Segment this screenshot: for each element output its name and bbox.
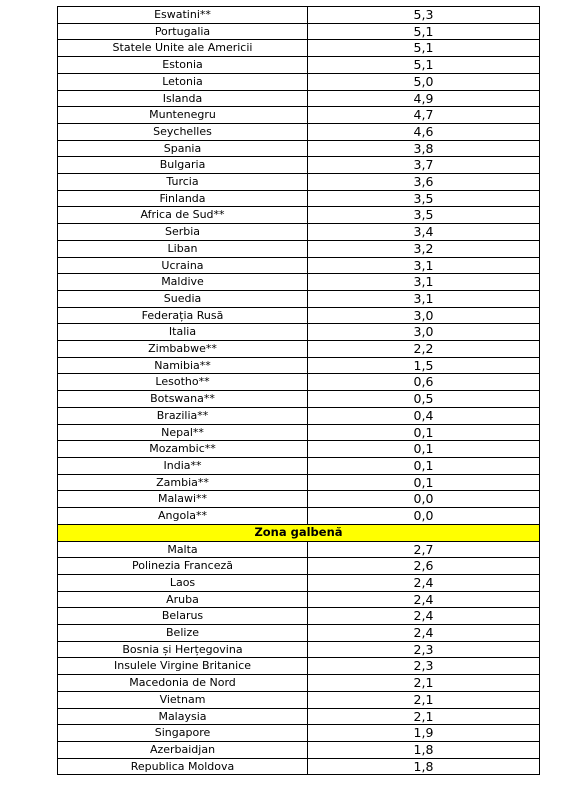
table-row	[58, 174, 540, 191]
value-cell: 3,6	[308, 174, 540, 191]
table-row	[58, 625, 540, 642]
table-row	[58, 290, 540, 307]
country-cell: Finlanda	[58, 190, 308, 207]
table-row	[58, 140, 540, 157]
country-cell: Brazilia**	[58, 407, 308, 424]
value-cell: 3,1	[308, 290, 540, 307]
table-row	[58, 641, 540, 658]
value-cell: 3,5	[308, 207, 540, 224]
value-cell: 4,7	[308, 107, 540, 124]
table-row	[58, 725, 540, 742]
table-row	[58, 207, 540, 224]
value-cell: 0,1	[308, 474, 540, 491]
table-row	[58, 424, 540, 441]
country-cell: Letonia	[58, 73, 308, 90]
table-row	[58, 474, 540, 491]
table-row	[58, 558, 540, 575]
value-cell: 2,7	[308, 541, 540, 558]
table-row	[58, 574, 540, 591]
country-cell: Zambia**	[58, 474, 308, 491]
value-cell: 3,7	[308, 157, 540, 174]
country-cell: Republica Moldova	[58, 758, 308, 775]
value-cell: 2,3	[308, 641, 540, 658]
red-zone-rows	[58, 7, 540, 525]
country-cell: Spania	[58, 140, 308, 157]
country-cell: Insulele Virgine Britanice	[58, 658, 308, 675]
value-cell: 0,0	[308, 508, 540, 525]
country-cell: Estonia	[58, 57, 308, 74]
country-cell: Azerbaidjan	[58, 741, 308, 758]
table-row	[58, 708, 540, 725]
country-cell: Malawi**	[58, 491, 308, 508]
zone-header-row	[58, 524, 540, 541]
country-cell: Malaysia	[58, 708, 308, 725]
country-cell: India**	[58, 457, 308, 474]
table-row	[58, 7, 540, 24]
table-row	[58, 257, 540, 274]
value-cell: 4,9	[308, 90, 540, 107]
value-cell: 1,9	[308, 725, 540, 742]
table-row	[58, 341, 540, 358]
country-cell: Liban	[58, 240, 308, 257]
country-cell: Zimbabwe**	[58, 341, 308, 358]
table-row	[58, 324, 540, 341]
country-cell: Macedonia de Nord	[58, 675, 308, 692]
table-row	[58, 23, 540, 40]
value-cell: 2,4	[308, 574, 540, 591]
table-row	[58, 691, 540, 708]
table-row	[58, 508, 540, 525]
value-cell: 5,1	[308, 23, 540, 40]
table-row	[58, 307, 540, 324]
country-cell: Laos	[58, 574, 308, 591]
country-cell: Seychelles	[58, 123, 308, 140]
country-cell: Lesotho**	[58, 374, 308, 391]
value-cell: 2,4	[308, 608, 540, 625]
country-cell: Serbia	[58, 224, 308, 241]
country-cell: Singapore	[58, 725, 308, 742]
table-row	[58, 123, 540, 140]
table-row	[58, 190, 540, 207]
value-cell: 2,4	[308, 591, 540, 608]
table-row	[58, 274, 540, 291]
country-cell: Bulgaria	[58, 157, 308, 174]
country-cell: Belarus	[58, 608, 308, 625]
value-cell: 1,8	[308, 741, 540, 758]
value-cell: 3,1	[308, 274, 540, 291]
table-row	[58, 675, 540, 692]
country-cell: Namibia**	[58, 357, 308, 374]
country-cell: Muntenegru	[58, 107, 308, 124]
table-row	[58, 157, 540, 174]
country-cell: Angola**	[58, 508, 308, 525]
value-cell: 3,0	[308, 307, 540, 324]
country-cell: Islanda	[58, 90, 308, 107]
table-row	[58, 224, 540, 241]
country-cell: Bosnia și Herțegovina	[58, 641, 308, 658]
country-cell: Aruba	[58, 591, 308, 608]
value-cell: 0,1	[308, 424, 540, 441]
value-cell: 5,3	[308, 7, 540, 24]
value-cell: 1,8	[308, 758, 540, 775]
country-cell: Africa de Sud**	[58, 207, 308, 224]
table-row	[58, 457, 540, 474]
value-cell: 5,1	[308, 57, 540, 74]
table-row	[58, 357, 540, 374]
table-row	[58, 40, 540, 57]
value-cell: 2,6	[308, 558, 540, 575]
country-cell: Eswatini**	[58, 7, 308, 24]
value-cell: 5,0	[308, 73, 540, 90]
zone-header-label: Zona galbenă	[58, 524, 540, 541]
table-row	[58, 541, 540, 558]
value-cell: 0,5	[308, 391, 540, 408]
table-row	[58, 491, 540, 508]
table-row	[58, 441, 540, 458]
country-cell: Italia	[58, 324, 308, 341]
country-cell: Vietnam	[58, 691, 308, 708]
value-cell: 2,1	[308, 691, 540, 708]
value-cell: 0,0	[308, 491, 540, 508]
table-row	[58, 658, 540, 675]
table-row	[58, 73, 540, 90]
country-cell: Ucraina	[58, 257, 308, 274]
value-cell: 3,0	[308, 324, 540, 341]
value-cell: 0,6	[308, 374, 540, 391]
country-cell: Portugalia	[58, 23, 308, 40]
value-cell: 4,6	[308, 123, 540, 140]
country-cell: Nepal**	[58, 424, 308, 441]
value-cell: 3,4	[308, 224, 540, 241]
country-cell: Maldive	[58, 274, 308, 291]
yellow-zone-rows	[58, 541, 540, 775]
country-cell: Federația Rusă	[58, 307, 308, 324]
value-cell: 3,1	[308, 257, 540, 274]
table-row	[58, 407, 540, 424]
value-cell: 3,2	[308, 240, 540, 257]
table-row	[58, 741, 540, 758]
table-row	[58, 90, 540, 107]
value-cell: 3,5	[308, 190, 540, 207]
value-cell: 0,1	[308, 441, 540, 458]
table-row	[58, 758, 540, 775]
value-cell: 2,2	[308, 341, 540, 358]
value-cell: 0,4	[308, 407, 540, 424]
value-cell: 2,1	[308, 708, 540, 725]
value-cell: 2,4	[308, 625, 540, 642]
table-row	[58, 608, 540, 625]
table-row	[58, 591, 540, 608]
yellow-zone-header	[58, 524, 540, 541]
value-cell: 0,1	[308, 457, 540, 474]
table-row	[58, 107, 540, 124]
country-cell: Polinezia Franceză	[58, 558, 308, 575]
table-row	[58, 240, 540, 257]
country-cell: Malta	[58, 541, 308, 558]
table-row	[58, 57, 540, 74]
value-cell: 2,1	[308, 675, 540, 692]
table-row	[58, 391, 540, 408]
country-cell: Statele Unite ale Americii	[58, 40, 308, 57]
value-cell: 1,5	[308, 357, 540, 374]
table-row	[58, 374, 540, 391]
country-cell: Belize	[58, 625, 308, 642]
country-rate-table	[57, 6, 540, 775]
country-cell: Botswana**	[58, 391, 308, 408]
country-cell: Suedia	[58, 290, 308, 307]
value-cell: 3,8	[308, 140, 540, 157]
value-cell: 5,1	[308, 40, 540, 57]
country-cell: Mozambic**	[58, 441, 308, 458]
country-cell: Turcia	[58, 174, 308, 191]
value-cell: 2,3	[308, 658, 540, 675]
